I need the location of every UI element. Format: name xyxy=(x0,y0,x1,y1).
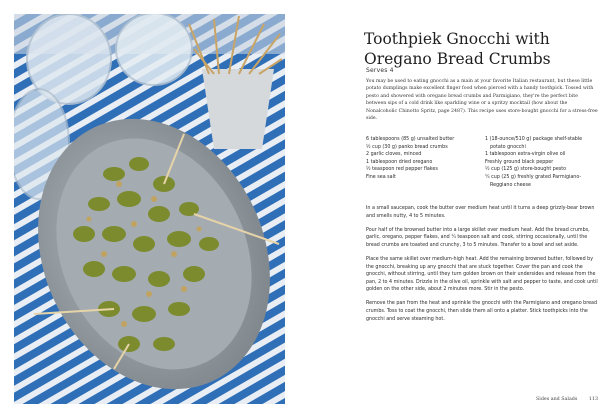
ingredient-item: Freshly ground black pepper xyxy=(485,159,554,165)
page-footer xyxy=(536,397,598,402)
ingredients-column-left xyxy=(366,136,479,189)
ingredient-item: Fine sea salt xyxy=(366,174,396,180)
ingredient-item: 1 tablespoon dried oregano xyxy=(366,159,433,165)
ingredient-item: 2 garlic cloves, minced xyxy=(366,152,422,158)
gnocchi-platter-illustration xyxy=(14,14,285,404)
ingredients-column-right xyxy=(485,136,598,189)
ingredient-item: 6 tablespoons (85 g) unsalted butter xyxy=(366,137,455,142)
ingredient-item: 1 tablespoon extra-virgin olive oil xyxy=(485,152,566,158)
method-steps xyxy=(366,205,598,330)
recipe-title: Toothpiek Gnocchi with Oregano Bread Crumbs xyxy=(364,30,551,68)
method-step: In a small saucepan, cook the butter over medium heat until it turns a deep grizzly-bear brown and smells nutty, 4 to 5 minutes. xyxy=(366,206,595,219)
page-number: 113 xyxy=(588,397,598,402)
ingredients-list xyxy=(366,136,598,189)
ingredient-item: ½ cup (125 g) store-bought pesto xyxy=(485,167,567,173)
footer-section: Sides and Salads xyxy=(536,397,578,402)
ingredient-item: ¼ cup (25 g) freshly grated Parmigiano-Reggiano cheese xyxy=(485,174,582,188)
serves-label: Serves 4 xyxy=(366,67,394,74)
method-step: Pour half of the browned butter into a large skillet over medium heat. Add the bread crumbs, garlic, oregano, pepper flakes, and ¼ teaspoon salt and cook, stirring occasionally, until the bread crumbs are toasted and crunchy, 3 to 5 minutes. Transfer to a bowl and set aside. xyxy=(366,227,590,248)
ingredient-item: 1 (18-ounce/510 g) package shelf-stable potato gnocchi xyxy=(485,137,583,150)
method-step: Remove the pan from the heat and sprinkle the gnocchi with the Parmigiano and oregano bread crumbs. Toss to coat the gnocchi, then slide them all onto a platter. Stick toothpicks into the gnocchi and serve steaming hot. xyxy=(366,301,598,322)
recipe-intro: You may be used to eating gnocchi as a main at your favorite Italian restaurant, but these little potato dumplings make excellent finger food when pierced with a handy toothpick. Tossed with pesto and showered with oregano bread crumbs and Parmigiano, they're the perfect bite between sips of a cold drink like sparkling wine or a spritzy mocktail (how about the Nonalcoholic Chinotto Spritz, page 2487). This recipe uses store-bought gnocchi for a stress-free side. xyxy=(366,79,598,122)
recipe-photo xyxy=(14,14,285,404)
ingredient-item: ½ teaspoon red pepper flakes xyxy=(366,167,438,173)
ingredient-item: ½ cup (30 g) panko bread crumbs xyxy=(366,144,448,150)
recipe-page xyxy=(300,0,606,418)
method-step: Place the same skillet over medium-high heat. Add the remaining browned butter, followed by the gnocchi, breaking up any gnocchi that are stuck together. Cover the pan and cook the gnocchi, without stirring, until they turn golden brown on their undersides and release from the pan, 2 to 4 minutes. Drizzle in the olive oil, sprinkle with salt and pepper to taste, and cook until golden on the other side, about 2 minutes more. Stir in the pesto. xyxy=(366,256,598,293)
